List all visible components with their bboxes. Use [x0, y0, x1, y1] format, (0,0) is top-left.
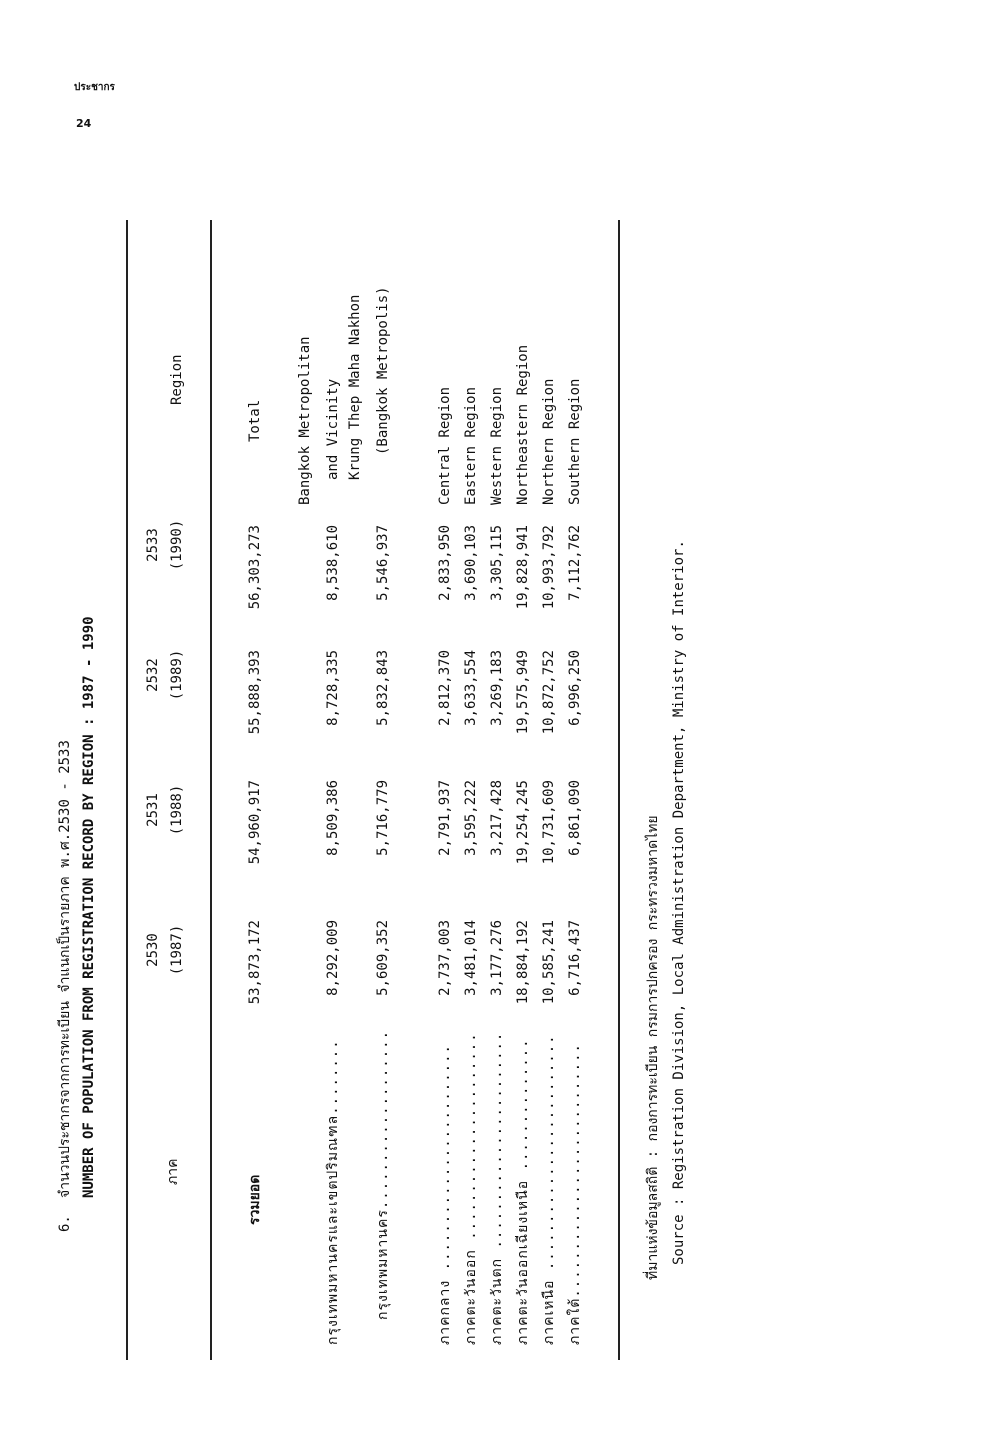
total-label-en: Total	[247, 399, 263, 442]
bkk-vicinity-1989: 8,728,335	[325, 650, 341, 726]
southern-1990: 7,112,762	[567, 525, 583, 601]
row-western-en: Western Region	[489, 386, 505, 505]
header-region-th: ภาค	[165, 1158, 181, 1185]
total-1988: 54,960,917	[247, 780, 263, 865]
bkk-vicinity-1988: 8,509,386	[325, 780, 341, 856]
row-bkk-en-2: (Bangkok Metropolis)	[375, 286, 391, 455]
row-central-th: ภาคกลาง ........................	[437, 1044, 453, 1345]
row-eastern-th: ภาคตะวันออก ......................	[463, 1032, 479, 1345]
bkk-1987: 5,609,352	[375, 920, 391, 996]
northern-1987: 10,585,241	[541, 920, 557, 1005]
southern-1987: 6,716,437	[567, 920, 583, 996]
top-rule	[126, 220, 128, 1360]
northern-1989: 10,872,752	[541, 650, 557, 735]
row-northeastern-th: ภาคตะวันออกเฉียงเหนือ ..............	[515, 1038, 531, 1345]
row-central-en: Central Region	[437, 386, 453, 505]
population-table	[57, 220, 687, 1360]
source-en: Source : Registration Division, Local Administration Department, Ministry of Interior.	[671, 540, 687, 1265]
bkk-1989: 5,832,843	[375, 650, 391, 726]
table-number: 6.	[57, 1215, 73, 1232]
row-eastern-en: Eastern Region	[463, 386, 479, 505]
year-1989: (1989)	[169, 649, 185, 701]
bottom-rule	[618, 220, 620, 1360]
row-western-th: ภาคตะวันตก .......................	[489, 1031, 505, 1345]
year-2531: 2531	[145, 793, 161, 827]
bkk-vicinity-1987: 8,292,009	[325, 920, 341, 996]
source-th: ที่มาแห่งข้อมูลสถิติ : กองการทะเบียน กรมการปกครอง กระทรวงมหาดไทย	[645, 815, 661, 1280]
northern-1990: 10,993,792	[541, 525, 557, 610]
central-1990: 2,833,950	[437, 525, 453, 601]
header-region-en: Region	[169, 354, 185, 405]
year-1988: (1988)	[169, 784, 185, 836]
western-1988: 3,217,428	[489, 780, 505, 856]
row-bkk-vicinity-en-1: Bangkok Metropolitan	[297, 336, 313, 505]
total-1989: 55,888,393	[247, 650, 263, 735]
central-1989: 2,812,370	[437, 650, 453, 726]
bkk-1988: 5,716,779	[375, 780, 391, 856]
western-1990: 3,305,115	[489, 525, 505, 601]
northeastern-1988: 19,254,245	[515, 780, 531, 865]
northeastern-1987: 18,884,192	[515, 920, 531, 1005]
total-1990: 56,303,273	[247, 525, 263, 610]
bkk-1990: 5,546,937	[375, 525, 391, 601]
row-bkk-vicinity-th: กรุงเทพมหานครและเขตปริมณฑล........	[325, 1039, 341, 1345]
year-2530: 2530	[145, 933, 161, 967]
eastern-1990: 3,690,103	[463, 525, 479, 601]
header-rule	[210, 220, 212, 1360]
eastern-1987: 3,481,014	[463, 920, 479, 996]
total-1987: 53,873,172	[247, 920, 263, 1005]
row-bkk-vicinity-en-2: and Vicinity	[325, 378, 341, 480]
bkk-vicinity-1990: 8,538,610	[325, 525, 341, 601]
western-1989: 3,269,183	[489, 650, 505, 726]
page-number: 24	[76, 117, 92, 130]
row-southern-th: ภาคใต้...........................	[567, 1043, 583, 1345]
row-northeastern-en: Northeastern Region	[515, 344, 531, 505]
row-southern-en: Southern Region	[567, 378, 583, 505]
category-header: ประชากร	[74, 82, 115, 93]
southern-1989: 6,996,250	[567, 650, 583, 726]
northern-1988: 10,731,609	[541, 780, 557, 865]
year-2533: 2533	[145, 528, 161, 562]
southern-1988: 6,861,090	[567, 780, 583, 856]
year-2532: 2532	[145, 658, 161, 692]
total-label-th: รวมยอด	[247, 1174, 263, 1225]
table-title-th: จำนวนประชากรจากการทะเบียน จำแนกเป็นรายภาค พ.ศ.2530 - 2533	[57, 740, 73, 1198]
western-1987: 3,177,276	[489, 920, 505, 996]
row-northern-th: ภาคเหนือ .........................	[541, 1034, 557, 1345]
northeastern-1989: 19,575,949	[515, 650, 531, 735]
eastern-1988: 3,595,222	[463, 780, 479, 856]
table-title-en: NUMBER OF POPULATION FROM REGISTRATION RECORD BY REGION : 1987 - 1990	[81, 616, 97, 1198]
year-1990: (1990)	[169, 519, 185, 571]
central-1987: 2,737,003	[437, 920, 453, 996]
year-1987: (1987)	[169, 924, 185, 976]
row-northern-en: Northern Region	[541, 378, 557, 505]
eastern-1989: 3,633,554	[463, 650, 479, 726]
central-1988: 2,791,937	[437, 780, 453, 856]
northeastern-1990: 19,828,941	[515, 525, 531, 610]
row-bkk-en-1: Krung Thep Maha Nakhon	[347, 294, 363, 480]
row-bkk-th: กรุงเทพมหานคร...................	[375, 1030, 391, 1320]
